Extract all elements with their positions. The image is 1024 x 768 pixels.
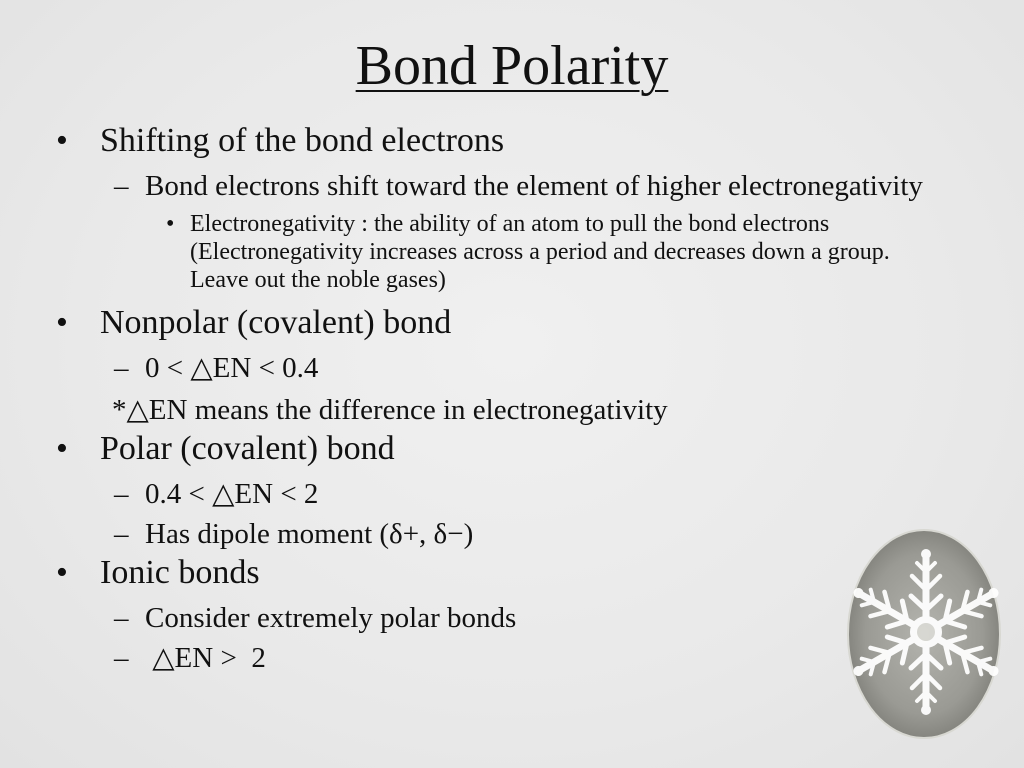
dash-marker: – [114, 478, 129, 510]
bullet-marker: • [56, 554, 68, 591]
dash-marker: – [114, 170, 129, 202]
subbullet-text: Has dipole moment (δ+, δ−) [145, 518, 474, 550]
subbullet-text: 0 < △EN < 0.4 [145, 352, 319, 384]
bullet-polar [56, 428, 936, 470]
bullet-marker: • [166, 211, 175, 237]
dash-marker: – [114, 642, 129, 674]
bullet-ionic [56, 552, 936, 594]
subsubbullet-text: Electronegativity : the ability of an atom to pull the bond electrons (Electronegativity increases across a period and decreases down a group. Leave out the noble gases) [190, 211, 890, 293]
dash-marker: – [114, 518, 129, 550]
slide-body [56, 118, 936, 674]
subbullet-shift-toward [56, 170, 936, 202]
slide-title: Bond Polarity [355, 35, 669, 97]
subbullet-text: △EN > 2 [145, 642, 266, 674]
bullet-marker: • [56, 304, 68, 341]
delta-en-note: *△EN means the difference in electronegativity [112, 394, 668, 426]
subbullet-extremely-polar [56, 602, 936, 634]
bullet-marker: • [56, 122, 68, 159]
subbullet-nonpolar-range [56, 352, 936, 384]
subbullet-polar-range [56, 478, 936, 510]
bullet-marker: • [56, 430, 68, 467]
snowflake-icon [846, 528, 1002, 740]
bullet-text: Polar (covalent) bond [100, 430, 395, 467]
dash-marker: – [114, 352, 129, 384]
dash-marker: – [114, 602, 129, 634]
bullet-text: Shifting of the bond electrons [100, 122, 505, 159]
bullet-text: Nonpolar (covalent) bond [100, 304, 452, 341]
subbullet-ionic-threshold [56, 642, 936, 674]
subsubbullet-electronegativity-definition [56, 210, 936, 294]
bullet-text: Ionic bonds [100, 554, 260, 591]
subbullet-text: 0.4 < △EN < 2 [145, 478, 319, 510]
bullet-nonpolar [56, 302, 936, 344]
subbullet-dipole-moment [56, 518, 936, 550]
subbullet-text: Consider extremely polar bonds [145, 602, 517, 634]
bullet-shifting [56, 120, 936, 162]
subbullet-text: Bond electrons shift toward the element of higher electronegativity [145, 170, 923, 202]
